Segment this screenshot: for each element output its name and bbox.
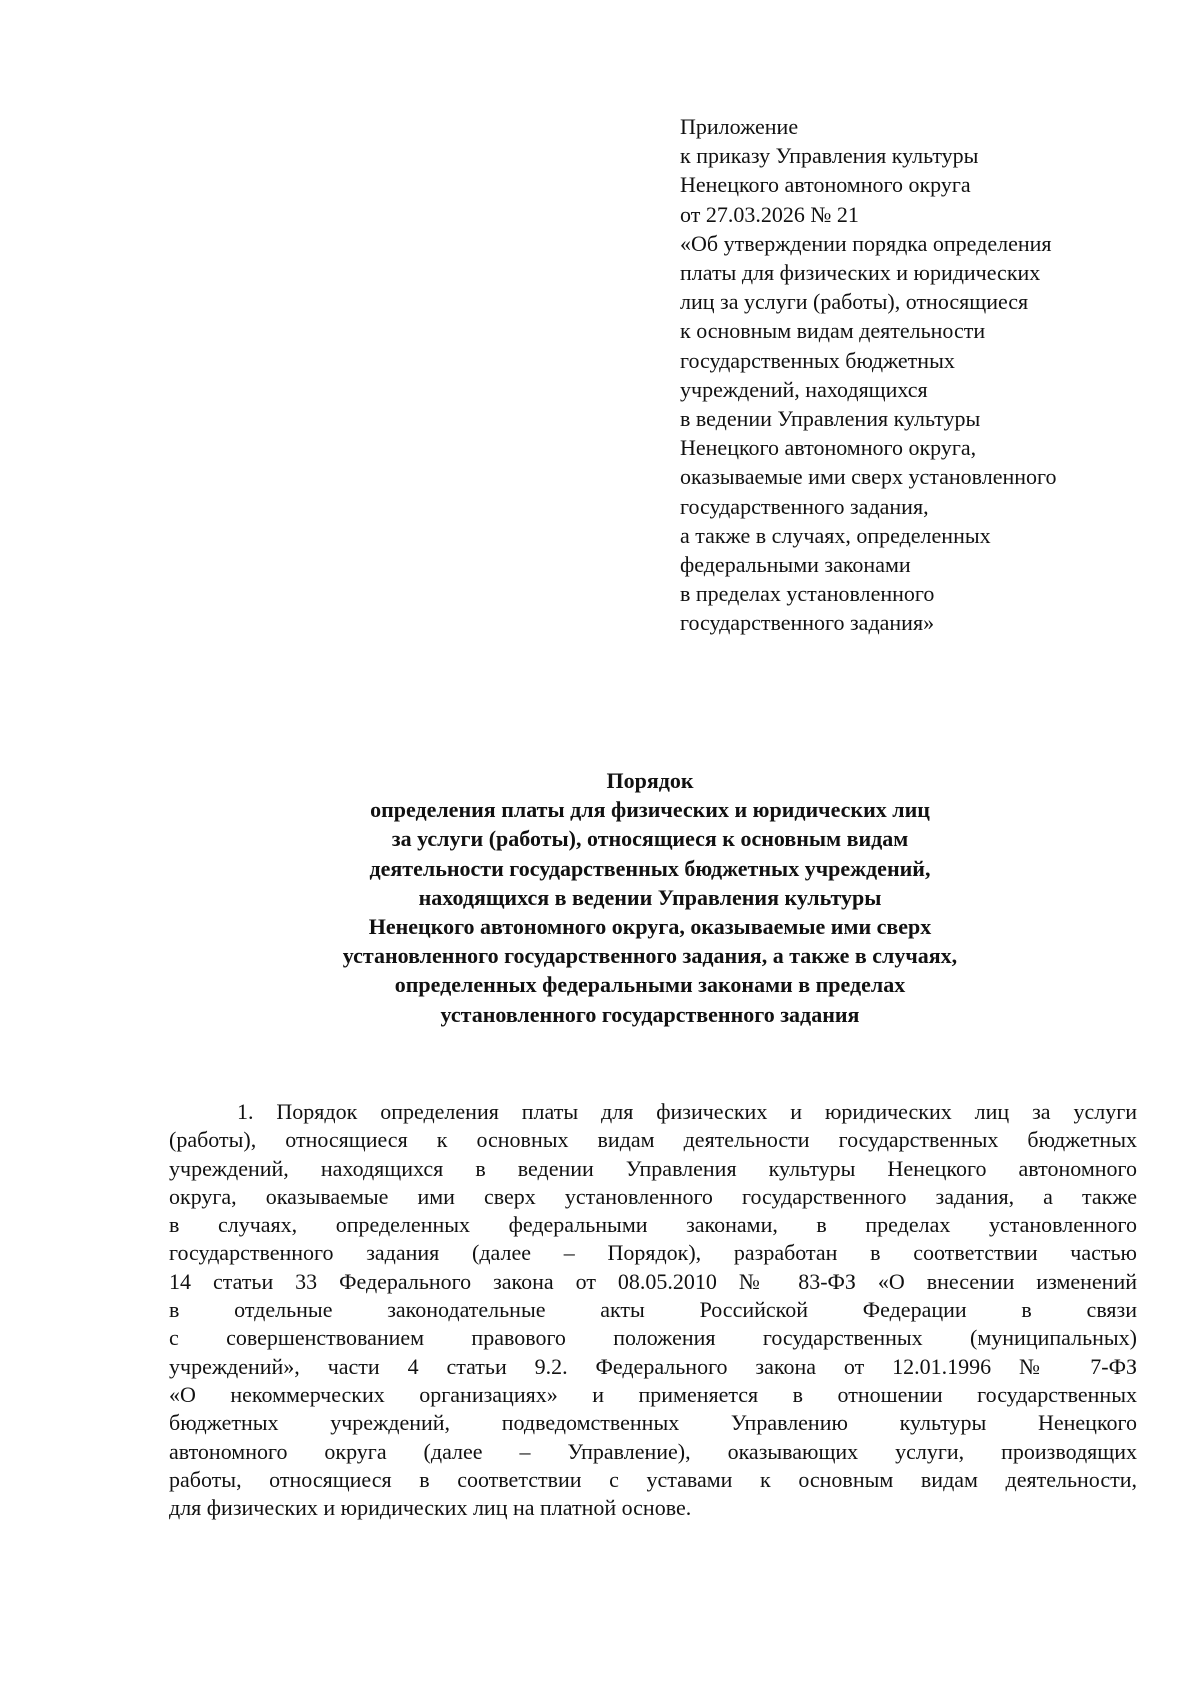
paragraph-line: работы, относящиеся в соответствии с уставами к основным видам деятельности, [169, 1466, 1137, 1492]
appendix-line: государственного задания, [680, 493, 929, 519]
appendix-line: государственных бюджетных [680, 347, 955, 373]
paragraph-line: государственного задания (далее – Порядок), разработан в соответствии частью [169, 1240, 1137, 1266]
paragraph-line: «О некоммерческих организациях» и применяется в отношении государственных [169, 1381, 1137, 1407]
appendix-line: Ненецкого автономного округа [680, 172, 971, 198]
paragraph-line: бюджетных учреждений, подведомственных Управлению культуры Ненецкого [169, 1410, 1137, 1436]
title-line: находящихся в ведении Управления культуры [418, 884, 882, 910]
paragraph-line: автономного округа (далее – Управление), оказывающих услуги, производящих [169, 1438, 1137, 1464]
appendix-header-block [680, 112, 1150, 638]
paragraph-line: учреждений, находящихся в ведении Управления культуры Ненецкого автономного [169, 1155, 1137, 1181]
paragraph-line: 1. Порядок определения платы для физических и юридических лиц за услуги [237, 1099, 1137, 1124]
title-line: деятельности государственных бюджетных учреждений, [369, 855, 931, 881]
paragraph-line: в случаях, определенных федеральными законами, в пределах установленного [169, 1212, 1137, 1238]
title-line: установленного государственного задания [440, 1001, 860, 1027]
title-line: определенных федеральными законами в пределах [394, 972, 906, 998]
title-line: установленного государственного задания, а также в случаях, [342, 943, 958, 969]
appendix-line: оказываемые ими сверх установленного [680, 464, 1057, 490]
paragraph-line: 14 статьи 33 Федерального закона от 08.05.2010 № 83-ФЗ «О внесении изменений [169, 1268, 1137, 1294]
appendix-line: Ненецкого автономного округа, [680, 435, 977, 461]
appendix-line: платы для физических и юридических [680, 260, 1041, 286]
appendix-line: Приложение [680, 114, 799, 139]
paragraph-line: в отдельные законодательные акты Российской Федерации в связи [169, 1297, 1137, 1323]
appendix-line: к основным видам деятельности [680, 318, 986, 344]
paragraph-line: (работы), относящиеся к основных видам деятельности государственных бюджетных [169, 1127, 1137, 1153]
paragraph-1 [169, 1098, 1137, 1522]
appendix-line: учреждений, находящихся [680, 376, 928, 402]
title-line: определения платы для физических и юридических лиц [370, 797, 930, 823]
title-line: за услуги (работы), относящиеся к основным видам [391, 826, 909, 852]
appendix-line: «Об утверждении порядка определения [680, 230, 1052, 256]
title-line: Ненецкого автономного округа, оказываемые ими сверх [368, 914, 932, 940]
appendix-line: в ведении Управления культуры [680, 406, 981, 432]
appendix-line: а также в случаях, определенных [680, 522, 991, 548]
appendix-line: государственного задания» [680, 610, 935, 636]
paragraph-line: для физических и юридических лиц на платной основе. [169, 1495, 692, 1521]
appendix-line: лиц за услуги (работы), относящиеся [680, 289, 1029, 315]
paragraph-line: с совершенствованием правового положения государственных (муниципальных) [169, 1325, 1137, 1351]
title-line: Порядок [606, 768, 694, 793]
appendix-line: от 27.03.2026 № 21 [680, 201, 859, 227]
paragraph-line: округа, оказываемые ими сверх установленного государственного задания, а также [169, 1183, 1137, 1209]
paragraph-line: учреждений», части 4 статьи 9.2. Федерального закона от 12.01.1996 № 7-ФЗ [169, 1353, 1137, 1379]
document-title [150, 766, 1150, 1029]
appendix-line: федеральными законами [680, 552, 911, 578]
appendix-line: к приказу Управления культуры [680, 143, 979, 169]
appendix-line: в пределах установленного [680, 581, 935, 607]
